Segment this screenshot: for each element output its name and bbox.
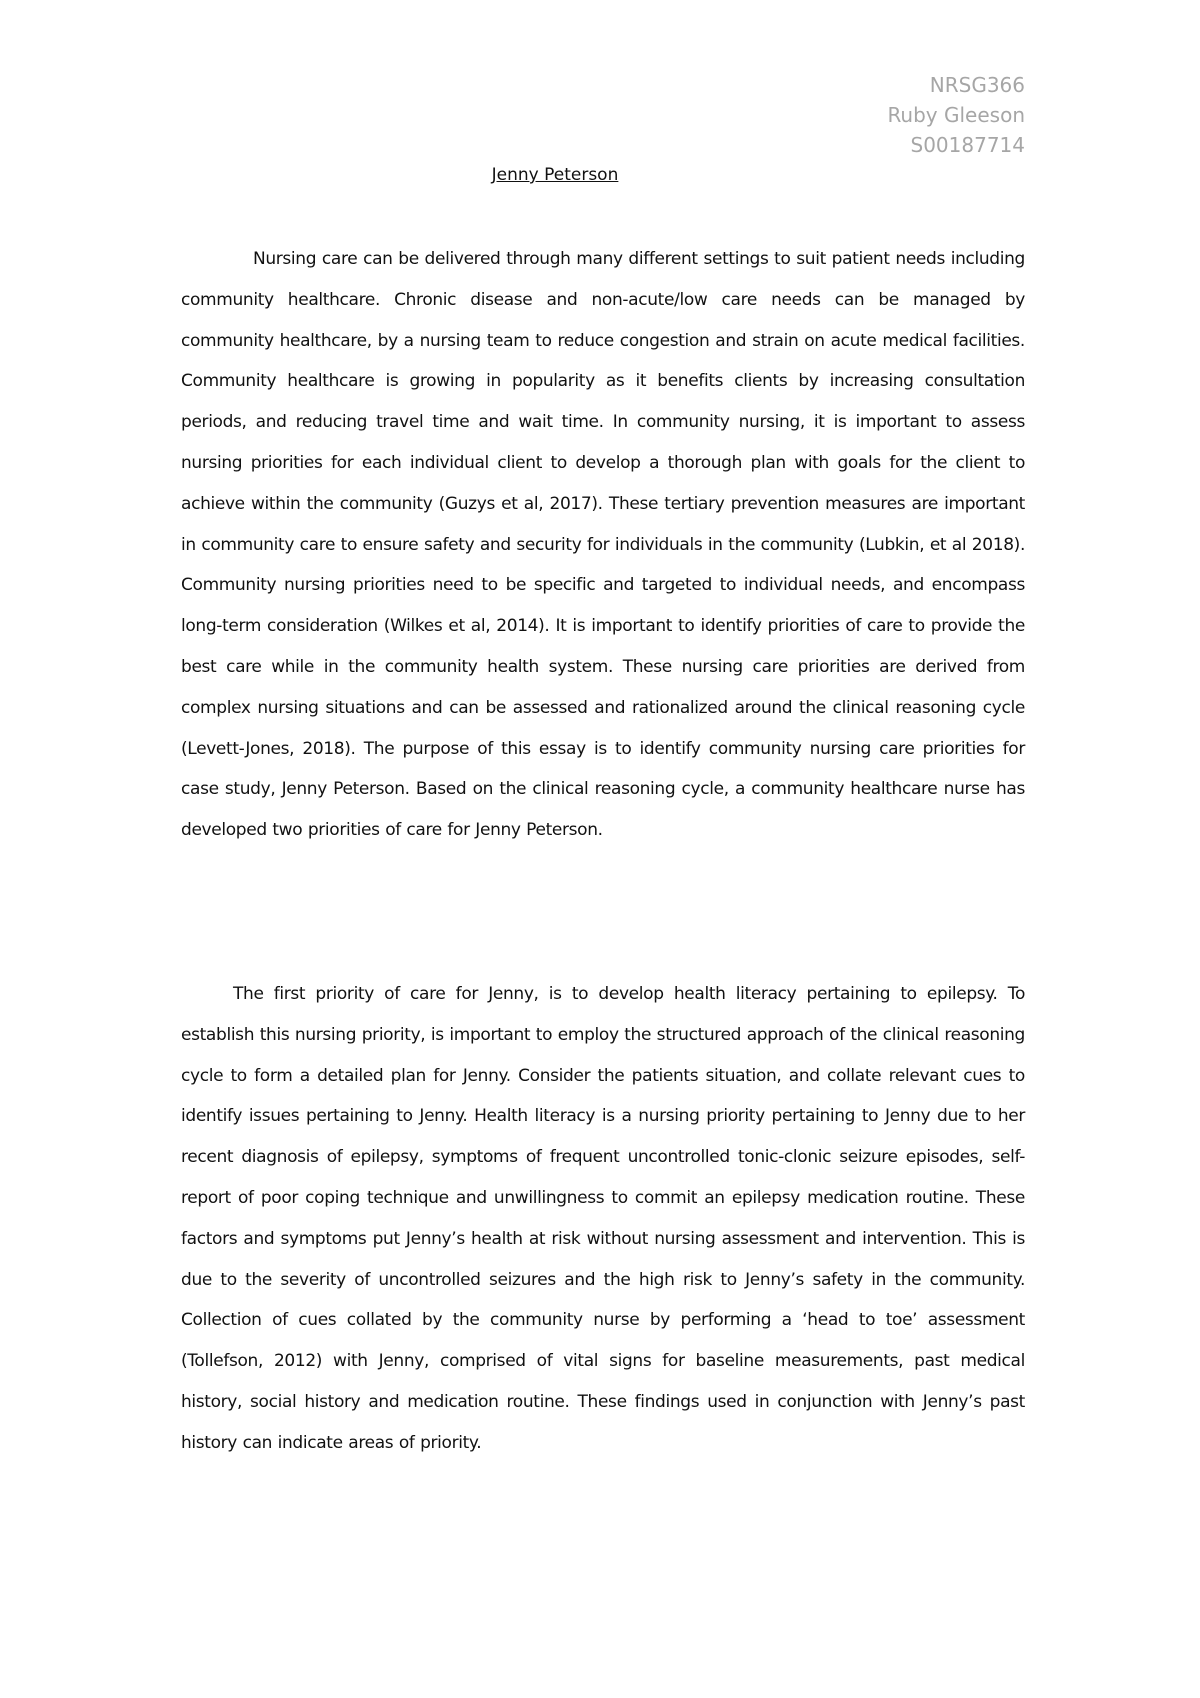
paragraph-first-priority: The first priority of care for Jenny, is to develop health literacy pertaining to epilepsy. To establish this nursing priority, is important to employ the structured approach of the clinical reasoning cycle to form a detailed plan for Jenny. Consider the patients situation, and collate relevant cues to identify issues pertaining to Jenny. Health literacy is a nursing priority pertaining to Jenny due to her recent diagnosis of epilepsy, symptoms of frequent uncontrolled tonic-clonic seizure episodes, self-report of poor coping technique and unwillingness to commit an epilepsy medication routine. These factors and symptoms put Jenny’s health at risk without nursing assessment and intervention. This is due to the severity of uncontrolled seizures and the high risk to Jenny’s safety in the community. Collection of cues collated by the community nurse by performing a ‘head to toe’ assessment (Tollefson, 2012) with Jenny, comprised of vital signs for baseline measurements, past medical history, social history and medication routine. These findings used in conjunction with Jenny’s past history can indicate areas of priority. bbox=[181, 984, 1025, 1453]
author-name: Ruby Gleeson bbox=[887, 103, 1025, 127]
document-header bbox=[887, 70, 1025, 160]
student-id: S00187714 bbox=[910, 133, 1025, 157]
document-title: Jenny Peterson bbox=[491, 165, 619, 185]
paragraph-introduction: Nursing care can be delivered through many different settings to suit patient needs including community healthcare. Chronic disease and non-acute/low care needs can be managed by community healthcare, by a nursing team to reduce congestion and strain on acute medical facilities. Community healthcare is growing in popularity as it benefits clients by increasing consultation periods, and reducing travel time and wait time. In community nursing, it is important to assess nursing priorities for each individual client to develop a thorough plan with goals for the client to achieve within the community (Guzys et al, 2017). These tertiary prevention measures are important in community care to ensure safety and security for individuals in the community (Lubkin, et al 2018). Community nursing priorities need to be specific and targeted to individual needs, and encompass long-term consideration (Wilkes et al, 2014). It is important to identify priorities of care to provide the best care while in the community health system. These nursing care priorities are derived from complex nursing situations and can be assessed and rationalized around the clinical reasoning cycle (Levett-Jones, 2018). The purpose of this essay is to identify community nursing care priorities for case study, Jenny Peterson. Based on the clinical reasoning cycle, a community healthcare nurse has developed two priorities of care for Jenny Peterson. bbox=[181, 249, 1025, 841]
course-code: NRSG366 bbox=[929, 73, 1025, 97]
